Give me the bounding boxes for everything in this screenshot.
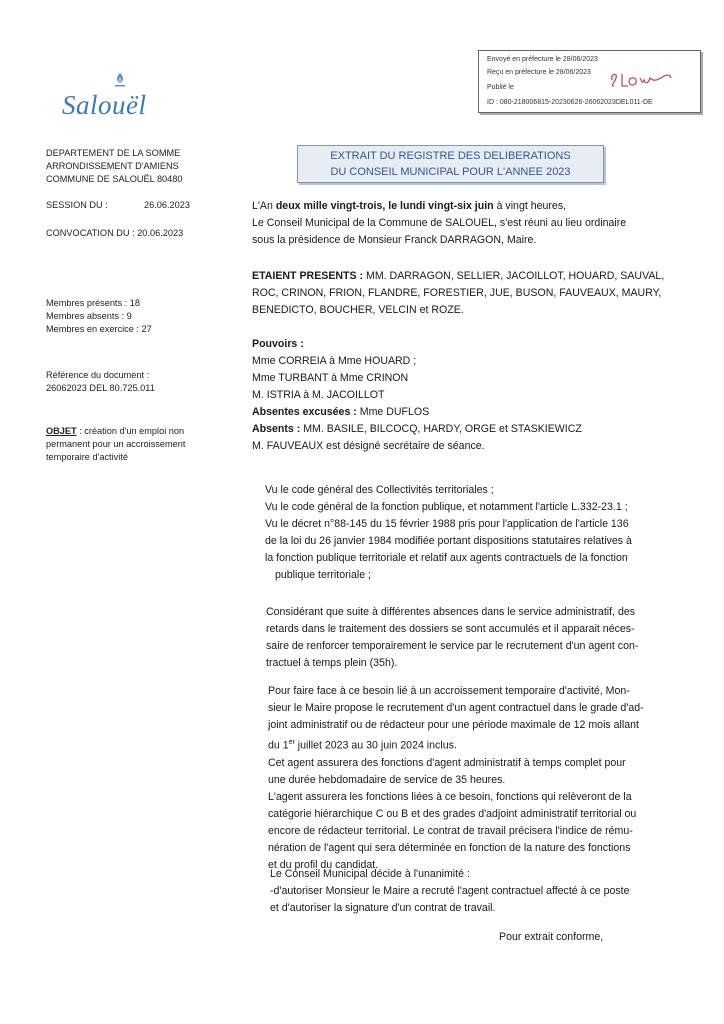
vu-line: Vu le décret n°88-145 du 15 février 1988 pris pour l'application de l'article 136 — [265, 518, 629, 530]
excusees-value: Mme DUFLOS — [356, 406, 430, 418]
presents-paragraph — [252, 268, 672, 319]
agent-line: Cet agent assurera des fonctions d'agent administratif à temps complet pour — [268, 756, 626, 769]
pouvoir-item: M. ISTRIA à M. JACOILLOT — [252, 389, 385, 401]
vu-line: la fonction publique territoriale et relatif aux agents contractuels de la fonction — [265, 552, 628, 564]
reference-value: 26062023 DEL 80.725.011 — [46, 383, 155, 393]
document-title — [297, 145, 604, 183]
excusees-label: Absentes excusées : — [252, 406, 357, 418]
session-date — [46, 199, 190, 212]
intro-line-3: sous la présidence de Monsieur Franck DARRAGON, Maire. — [252, 234, 537, 246]
pouvoir-item: Mme TURBANT à Mme CRINON — [252, 372, 409, 384]
objet-text-3: temporaire d'activité — [46, 452, 128, 462]
title-line-2: DU CONSEIL MUNICIPAL POUR L'ANNEE 2023 — [330, 166, 571, 178]
handwritten-signature — [608, 66, 678, 92]
stamp-published: Publié le — [487, 84, 514, 91]
reference-label: Référence du document : — [46, 370, 150, 380]
objet-label: OBJET — [46, 426, 77, 436]
considerant-line: retards dans le traitement des dossiers se sont accumulés et il apparait néces- — [266, 623, 635, 635]
decision-line: -d'autoriser Monsieur le Maire a recruté l'agent contractuel affecté à ce poste — [270, 885, 630, 897]
stamp-sent: Envoyé en préfecture le 28/06/2023 — [487, 56, 598, 63]
objet-text-2: permanent pour un accroissement — [46, 439, 186, 449]
proposal-line: Pour faire face à ce besoin lié à un accroissement temporaire d'activité, Mon- — [268, 685, 630, 697]
vu-line: Vu le code général de la fonction publique, et notamment l'article L.332-23.1 ; — [265, 501, 628, 513]
members-total: Membres en exercice : 27 — [46, 324, 152, 334]
functions-line: catégorie hiérarchique C ou B et des grades d'adjoint administratif territorial ou — [268, 807, 637, 820]
members-counts — [46, 297, 152, 336]
title-line-1: EXTRAIT DU REGISTRE DES DELIBERATIONS — [330, 150, 571, 162]
department-info — [46, 147, 183, 186]
vu-line: publique territoriale ; — [275, 569, 371, 581]
decision-line: Le Conseil Municipal décide à l'unanimité : — [270, 868, 470, 880]
session-value: 26.06.2023 — [144, 200, 190, 210]
functions-line: et du profil du candidat. — [268, 858, 379, 871]
proposal-date-a: du 1 — [268, 739, 289, 752]
members-absent: Membres absents : 9 — [46, 311, 132, 321]
intro-text-a: L'An — [252, 200, 276, 212]
presents-line-2: ROC, CRINON, FRION, FLANDRE, FORESTIER, JUE, BUSON, FAUVEAUX, MAURY, — [252, 287, 662, 299]
convocation-date: CONVOCATION DU : 20.06.2023 — [46, 228, 184, 238]
presents-line-1: MM. DARRAGON, SELLIER, JACOILLOT, HOUARD, SAUVAL, — [363, 270, 665, 282]
proposal-line: joint administratif ou de rédacteur pour une période maximale de 12 mois allant — [268, 719, 639, 731]
stamp-id: ID : 080-218006815-20230626-26062023DEL011-DE — [487, 99, 653, 106]
intro-date: deux mille vingt-trois, le lundi vingt-six juin — [275, 200, 494, 212]
agent-line: une durée hebdomadaire de service de 35 heures. — [268, 773, 506, 786]
functions-line: encore de rédacteur territorial. Le contrat de travail précisera l'indice de rému- — [268, 824, 633, 837]
intro-paragraph — [252, 198, 672, 249]
commune-line: COMMUNE DE SALOUËL 80480 — [46, 174, 183, 184]
vu-line: de la loi du 26 janvier 1984 modifiée portant dispositions statutaires relatives à — [265, 535, 632, 547]
department-line: DEPARTEMENT DE LA SOMME — [46, 148, 181, 158]
intro-line-2: Le Conseil Municipal de la Commune de SALOUEL, s'est réuni au lieu ordinaire — [252, 217, 627, 229]
absents-value: MM. BASILE, BILCOCQ, HARDY, ORGE et STASKIEWICZ — [300, 423, 582, 435]
members-present: Membres présents : 18 — [46, 298, 140, 308]
considerant-line: tractuel à temps plein (35h). — [266, 657, 398, 669]
secretaire-line: M. FAUVEAUX est désigné secrétaire de séance. — [252, 440, 485, 452]
stamp-received: Reçu en préfecture le 28/06/2023 — [487, 69, 591, 76]
proposal-paragraph — [268, 683, 684, 874]
objet-block — [46, 425, 216, 464]
session-label: SESSION DU : — [46, 200, 108, 210]
pouvoirs-paragraph — [252, 336, 672, 455]
intro-text-c: à vingt heures, — [493, 200, 567, 212]
considerant-paragraph — [266, 604, 682, 672]
decision-line: et d'autoriser la signature d'un contrat de travail. — [270, 902, 496, 914]
logo-mark-icon — [113, 72, 127, 88]
considerant-line: Considérant que suite à différentes absences dans le service administratif, des — [266, 606, 636, 618]
considerant-line: saire de renforcer temporairement le service par le recrutement d'un agent con- — [266, 640, 639, 652]
arrondissement-line: ARRONDISSEMENT D'AMIENS — [46, 161, 179, 171]
functions-line: L'agent assurera les fonctions liées à ce besoin, fonctions qui relèveront de la — [268, 790, 632, 803]
pouvoirs-label: Pouvoirs : — [252, 338, 304, 350]
vu-paragraph — [265, 482, 681, 584]
absents-label: Absents : — [252, 423, 301, 435]
vu-line: Vu le code général des Collectivités territoriales ; — [265, 484, 494, 496]
pouvoir-item: Mme CORREIA à Mme HOUARD ; — [252, 355, 417, 367]
objet-text-1: : création d'un emploi non — [76, 426, 185, 436]
presents-label: ETAIENT PRESENTS : — [252, 270, 364, 282]
proposal-date-sup: er — [288, 739, 295, 746]
logo-text: Salouël — [62, 90, 147, 120]
document-reference — [46, 369, 155, 395]
decision-paragraph — [270, 866, 686, 917]
proposal-date-b: juillet 2023 au 30 juin 2024 inclus. — [294, 739, 457, 752]
functions-line: nération de l'agent qui sera déterminée en fonction de la nature des fonctions — [268, 841, 631, 854]
closing-line: Pour extrait conforme, — [499, 931, 604, 943]
presents-line-3: BENEDICTO, BOUCHER, VELCIN et ROZE. — [252, 304, 464, 316]
proposal-line: sieur le Maire propose le recrutement d'un agent contractuel dans le grade d'ad- — [268, 702, 644, 714]
